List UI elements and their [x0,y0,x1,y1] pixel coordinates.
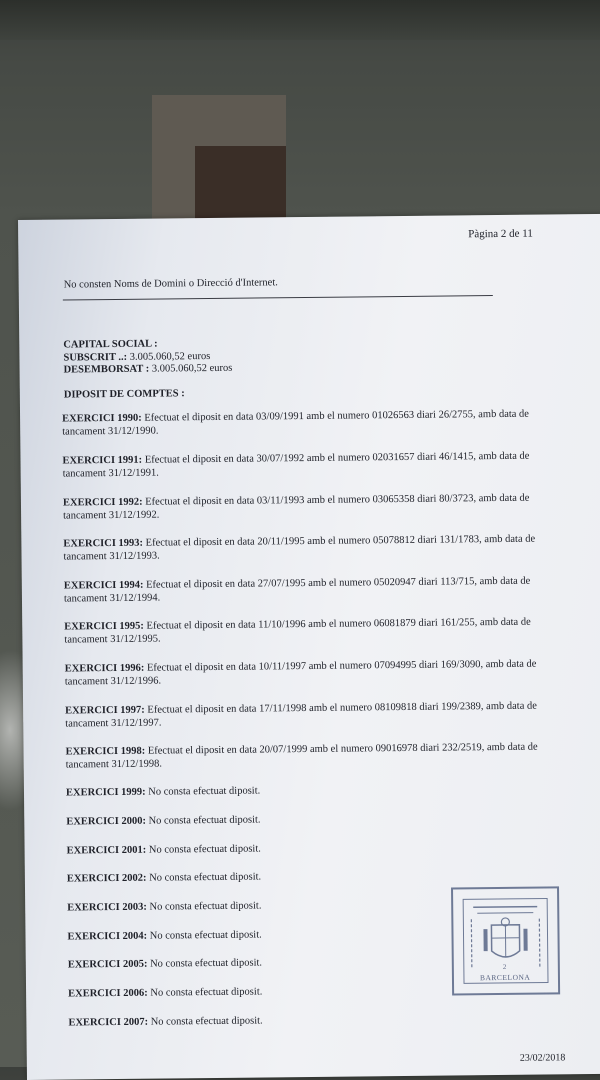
background-wall-top [0,0,600,40]
exercici-text: Efectuat el diposit en data 11/10/1996 amb el numero 06081879 diari 161/255, amb data de tancament 31/12/1995. [64,617,530,645]
exercici-entry [68,1012,568,1030]
divider-line [63,295,493,301]
exercici-label: EXERCICI 2003: [67,902,147,914]
stamp-city: BARCELONA [480,974,530,983]
exercici-entry [65,700,565,730]
subscrit-label: SUBSCRIT ..: [63,351,127,363]
exercici-text: No consta efectuat diposit. [149,843,261,855]
exercici-label: EXERCICI 2007: [68,1017,148,1029]
exercici-label: EXERCICI 1996: [65,663,145,675]
exercici-text: Efectuat el diposit en data 17/11/1998 amb el numero 08109818 diari 199/2389, amb data de tancament 31/12/1997. [65,701,537,729]
exercici-text: No consta efectuat diposit. [151,1015,263,1027]
subscrit-value: 3.005.060,52 euros [130,350,211,362]
page-number: Pàgina 2 de 11 [468,228,533,241]
exercici-entry [66,811,566,829]
registry-stamp [451,886,560,995]
exercici-text: No consta efectuat diposit. [149,814,261,826]
exercici-label: EXERCICI 2002: [67,873,147,885]
exercici-label: EXERCICI 1998: [66,746,146,758]
exercici-text: No consta efectuat diposit. [148,785,260,797]
exercici-entry [62,450,562,480]
exercici-entry [63,492,563,522]
domain-note: No consten Noms de Domini o Direcció d'Internet. [64,277,278,292]
stamp-number: 2 [503,963,507,971]
exercici-entry [67,868,567,886]
exercici-label: EXERCICI 1992: [63,497,143,509]
exercici-label: EXERCICI 1990: [62,413,142,425]
exercici-label: EXERCICI 2006: [68,988,148,1000]
exercici-label: EXERCICI 1999: [66,787,146,799]
exercici-label: EXERCICI 1995: [64,621,144,633]
desemborsat-value: 3.005.060,52 euros [152,363,233,375]
exercici-entry [64,616,564,646]
exercici-label: EXERCICI 1993: [63,538,143,550]
exercici-label: EXERCICI 2004: [67,931,147,943]
exercici-entry [65,658,565,688]
desemborsat-label: DESEMBORSAT : [64,364,150,376]
exercici-label: EXERCICI 2001: [67,845,147,857]
exercici-text: Efectuat el diposit en data 10/11/1997 amb el numero 07094995 diari 169/3090, amb data de tancament 31/12/1996. [65,659,537,687]
footer-date: 23/02/2018 [520,1052,566,1065]
exercici-text: No consta efectuat diposit. [149,900,261,912]
exercici-text: Efectuat el diposit en data 20/07/1999 amb el numero 09016978 diari 232/2519, amb data de tancament 31/12/1998. [66,742,538,770]
diposit-heading: DIPOSIT DE COMPTES : [64,388,185,402]
exercici-text: Efectuat el diposit en data 30/07/1992 amb el numero 02031657 diari 46/1415, amb data de tancament 31/12/1991. [63,451,530,479]
exercici-entry [64,575,564,605]
exercici-text: Efectuat el diposit en data 03/11/1993 amb el numero 03065358 diari 80/3723, amb data de tancament 31/12/1992. [63,493,529,521]
exercici-entry [66,782,566,800]
exercici-entry [67,840,567,858]
exercici-label: EXERCICI 2005: [68,959,148,971]
exercici-text: Efectuat el diposit en data 03/09/1991 amb el numero 01026563 diari 26/2755, amb data de tancament 31/12/1990. [62,409,529,437]
exercici-text: No consta efectuat diposit. [150,929,262,941]
exercici-text: No consta efectuat diposit. [150,986,262,998]
exercici-entry [62,408,562,438]
capital-social-block [63,338,232,377]
exercici-text: No consta efectuat diposit. [149,871,261,883]
exercici-label: EXERCICI 2000: [66,816,146,828]
exercici-text: No consta efectuat diposit. [150,957,262,969]
exercici-entry [63,533,563,563]
document-page [18,214,600,1080]
exercici-text: Efectuat el diposit en data 27/07/1995 amb el numero 05020947 diari 113/715, amb data de tancament 31/12/1994. [64,576,530,604]
exercici-label: EXERCICI 1997: [65,705,145,717]
desemborsat-row [64,363,233,377]
exercici-label: EXERCICI 1994: [64,580,144,592]
exercici-text: Efectuat el diposit en data 20/11/1995 amb el numero 05078812 diari 131/1783, amb data de tancament 31/12/1993. [63,534,535,562]
exercici-entry [66,741,566,771]
capital-heading: CAPITAL SOCIAL : [63,338,232,352]
exercici-label: EXERCICI 1991: [62,455,142,467]
